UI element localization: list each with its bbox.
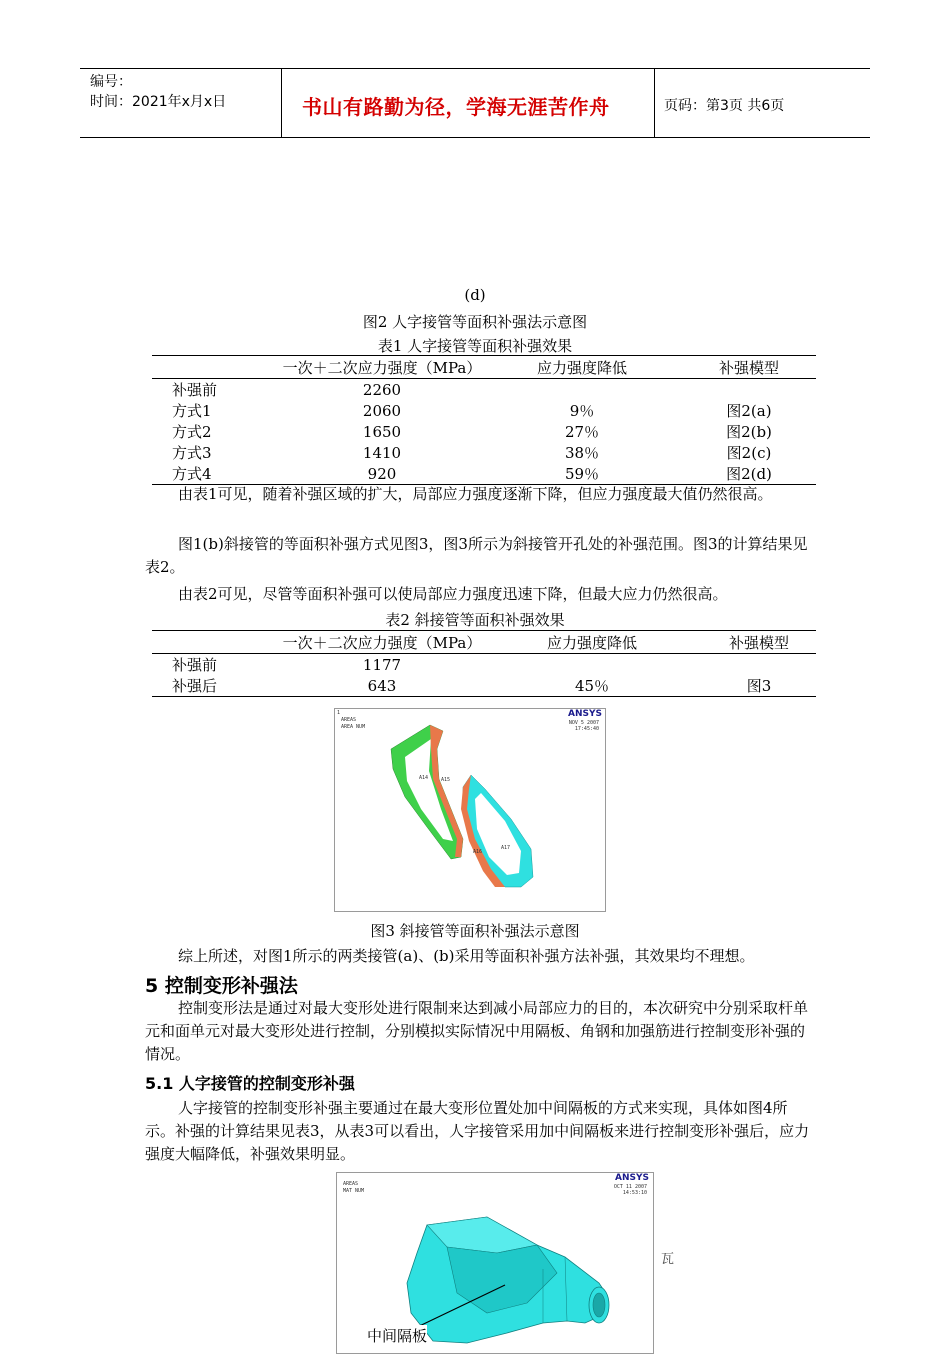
ansys-logo: ANSYS — [615, 1173, 649, 1183]
paragraph: 由表1可见，随着补强区域的扩大，局部应力强度逐渐下降，但应力强度最大值仍然很高。 — [178, 485, 773, 503]
table-cell: 45％ — [482, 675, 702, 697]
area-label: A15 — [441, 777, 451, 783]
figure4-label-line: MAT NUM — [343, 1188, 365, 1194]
table-cell: 9％ — [569, 402, 595, 420]
table-cell: 方式4 — [152, 463, 282, 485]
figure3-date: NOV 5 2007 — [568, 720, 599, 726]
table-header-cell: 一次＋二次应力强度（MPa） — [282, 631, 482, 654]
paragraph: 人字接管的控制变形补强主要通过在最大变形位置处加中间隔板的方式来实现，具体如图4所示。补强的计算结果见表3，从表3可以看出，人字接管采用加中间隔板来进行控制变形补强后，应力强度大幅降低，补强效果明显。 — [145, 1099, 810, 1163]
section-heading: 5 控制变形补强法 — [145, 975, 298, 997]
figure3-label-line: AREAS — [341, 717, 357, 723]
figure2-caption: 图2 人字接管等面积补强法示意图 — [362, 313, 588, 331]
header-divider — [654, 69, 655, 137]
table-header-row — [152, 631, 816, 654]
table-cell: 1410 — [362, 443, 402, 462]
paragraph: 综上所述，对图1所示的两类接管(a)、(b)采用等面积补强方法补强，其效果均不理想。 — [178, 947, 755, 965]
figure2-sub-label: (d) — [464, 286, 486, 304]
header-motto: 书山有路勤为径，学海无涯苦作舟 — [302, 95, 610, 119]
table-cell — [702, 654, 816, 676]
table-header-cell — [152, 356, 282, 379]
table-cell: 补强前 — [172, 381, 218, 399]
figure4-date: OCT 11 2007 — [613, 1184, 647, 1190]
header-page-number: 页码：第3页 共6页 — [664, 98, 785, 114]
ansys-logo: ANSYS — [568, 709, 602, 719]
table-header-cell: 补强模型 — [682, 356, 816, 379]
figure4-label-line: AREAS — [343, 1181, 359, 1187]
subsection-heading: 5.1 人字接管的控制变形补强 — [145, 1074, 355, 1093]
figure3-label-line: AREA NUM — [341, 724, 366, 730]
annotation-label: 中间隔板 — [367, 1327, 428, 1345]
table-cell: 图3 — [702, 675, 816, 697]
table-cell: 图2(b) — [726, 423, 772, 441]
area-label: A17 — [501, 845, 511, 851]
table-row — [152, 654, 816, 676]
area-label: A16 — [473, 849, 483, 855]
figure3-corner-number: 1 — [337, 710, 341, 716]
table-cell: 2260 — [362, 380, 402, 399]
table-header-cell: 一次＋二次应力强度（MPa） — [282, 356, 482, 379]
area-label: A14 — [419, 775, 429, 781]
table-cell — [682, 379, 816, 401]
table-cell: 图2(a) — [726, 402, 772, 420]
table-row — [152, 400, 816, 421]
table-cell: 方式2 — [172, 423, 212, 441]
table1 — [152, 355, 816, 485]
table-header-cell — [152, 631, 282, 654]
table-cell — [482, 379, 682, 401]
table-cell: 方式1 — [172, 402, 212, 420]
header-number: 编号： — [90, 74, 132, 90]
table-header-cell: 应力强度降低 — [482, 631, 702, 654]
table-cell: 1650 — [362, 422, 402, 441]
table-header-row — [152, 356, 816, 379]
paragraph: 控制变形法是通过对最大变形处进行限制来达到减小局部应力的目的，本次研究中分别采取杆单元和面单元对最大变形处进行控制，分别模拟实际情况中用隔板、角钢和加强筋进行控制变形补强的情况。 — [145, 999, 809, 1063]
figure4-time: 14:53:10 — [622, 1190, 647, 1196]
table-row — [152, 421, 816, 442]
figure3-caption: 图3 斜接管等面积补强法示意图 — [370, 922, 580, 940]
paragraph: 由表2可见，尽管等面积补强可以使局部应力强度迅速下降，但最大应力仍然很高。 — [178, 585, 728, 603]
table2-caption: 表2 斜接管等面积补强效果 — [385, 611, 565, 629]
table-cell: 补强前 — [172, 656, 218, 674]
table-row — [152, 675, 816, 697]
table-header-cell: 补强模型 — [702, 631, 816, 654]
header-divider — [281, 69, 282, 137]
table-cell: 59％ — [482, 463, 682, 485]
table-row — [152, 463, 816, 485]
page-header — [80, 68, 870, 138]
header-date: 时间：2021年x月x日 — [90, 94, 227, 110]
side-glyph: 瓦 — [661, 1252, 675, 1267]
figure4-image — [336, 1172, 654, 1354]
paragraph: 图1(b)斜接管的等面积补强方式见图3，图3所示为斜接管开孔处的补强范围。图3的计算结果见表2。 — [145, 535, 808, 576]
table-cell — [482, 654, 702, 676]
table-cell: 1177 — [362, 655, 402, 674]
table-cell: 643 — [282, 675, 482, 697]
table-row — [152, 379, 816, 401]
table-cell: 920 — [282, 463, 482, 485]
table2 — [152, 630, 816, 697]
table-cell: 27％ — [564, 423, 600, 441]
table1-caption: 表1 人字接管等面积补强效果 — [377, 337, 573, 355]
figure3-time: 17:45:40 — [574, 726, 599, 732]
figure3-model-graphic — [335, 709, 605, 911]
table-cell: 方式3 — [172, 444, 212, 462]
figure3-image — [334, 708, 606, 912]
table-cell: 2060 — [362, 401, 402, 420]
table-cell: 补强后 — [152, 675, 282, 697]
table-header-cell: 应力强度降低 — [482, 356, 682, 379]
table-cell: 图2(c) — [726, 444, 772, 462]
table-row — [152, 442, 816, 463]
table-cell: 图2(d) — [682, 463, 816, 485]
table-cell: 38％ — [564, 444, 600, 462]
